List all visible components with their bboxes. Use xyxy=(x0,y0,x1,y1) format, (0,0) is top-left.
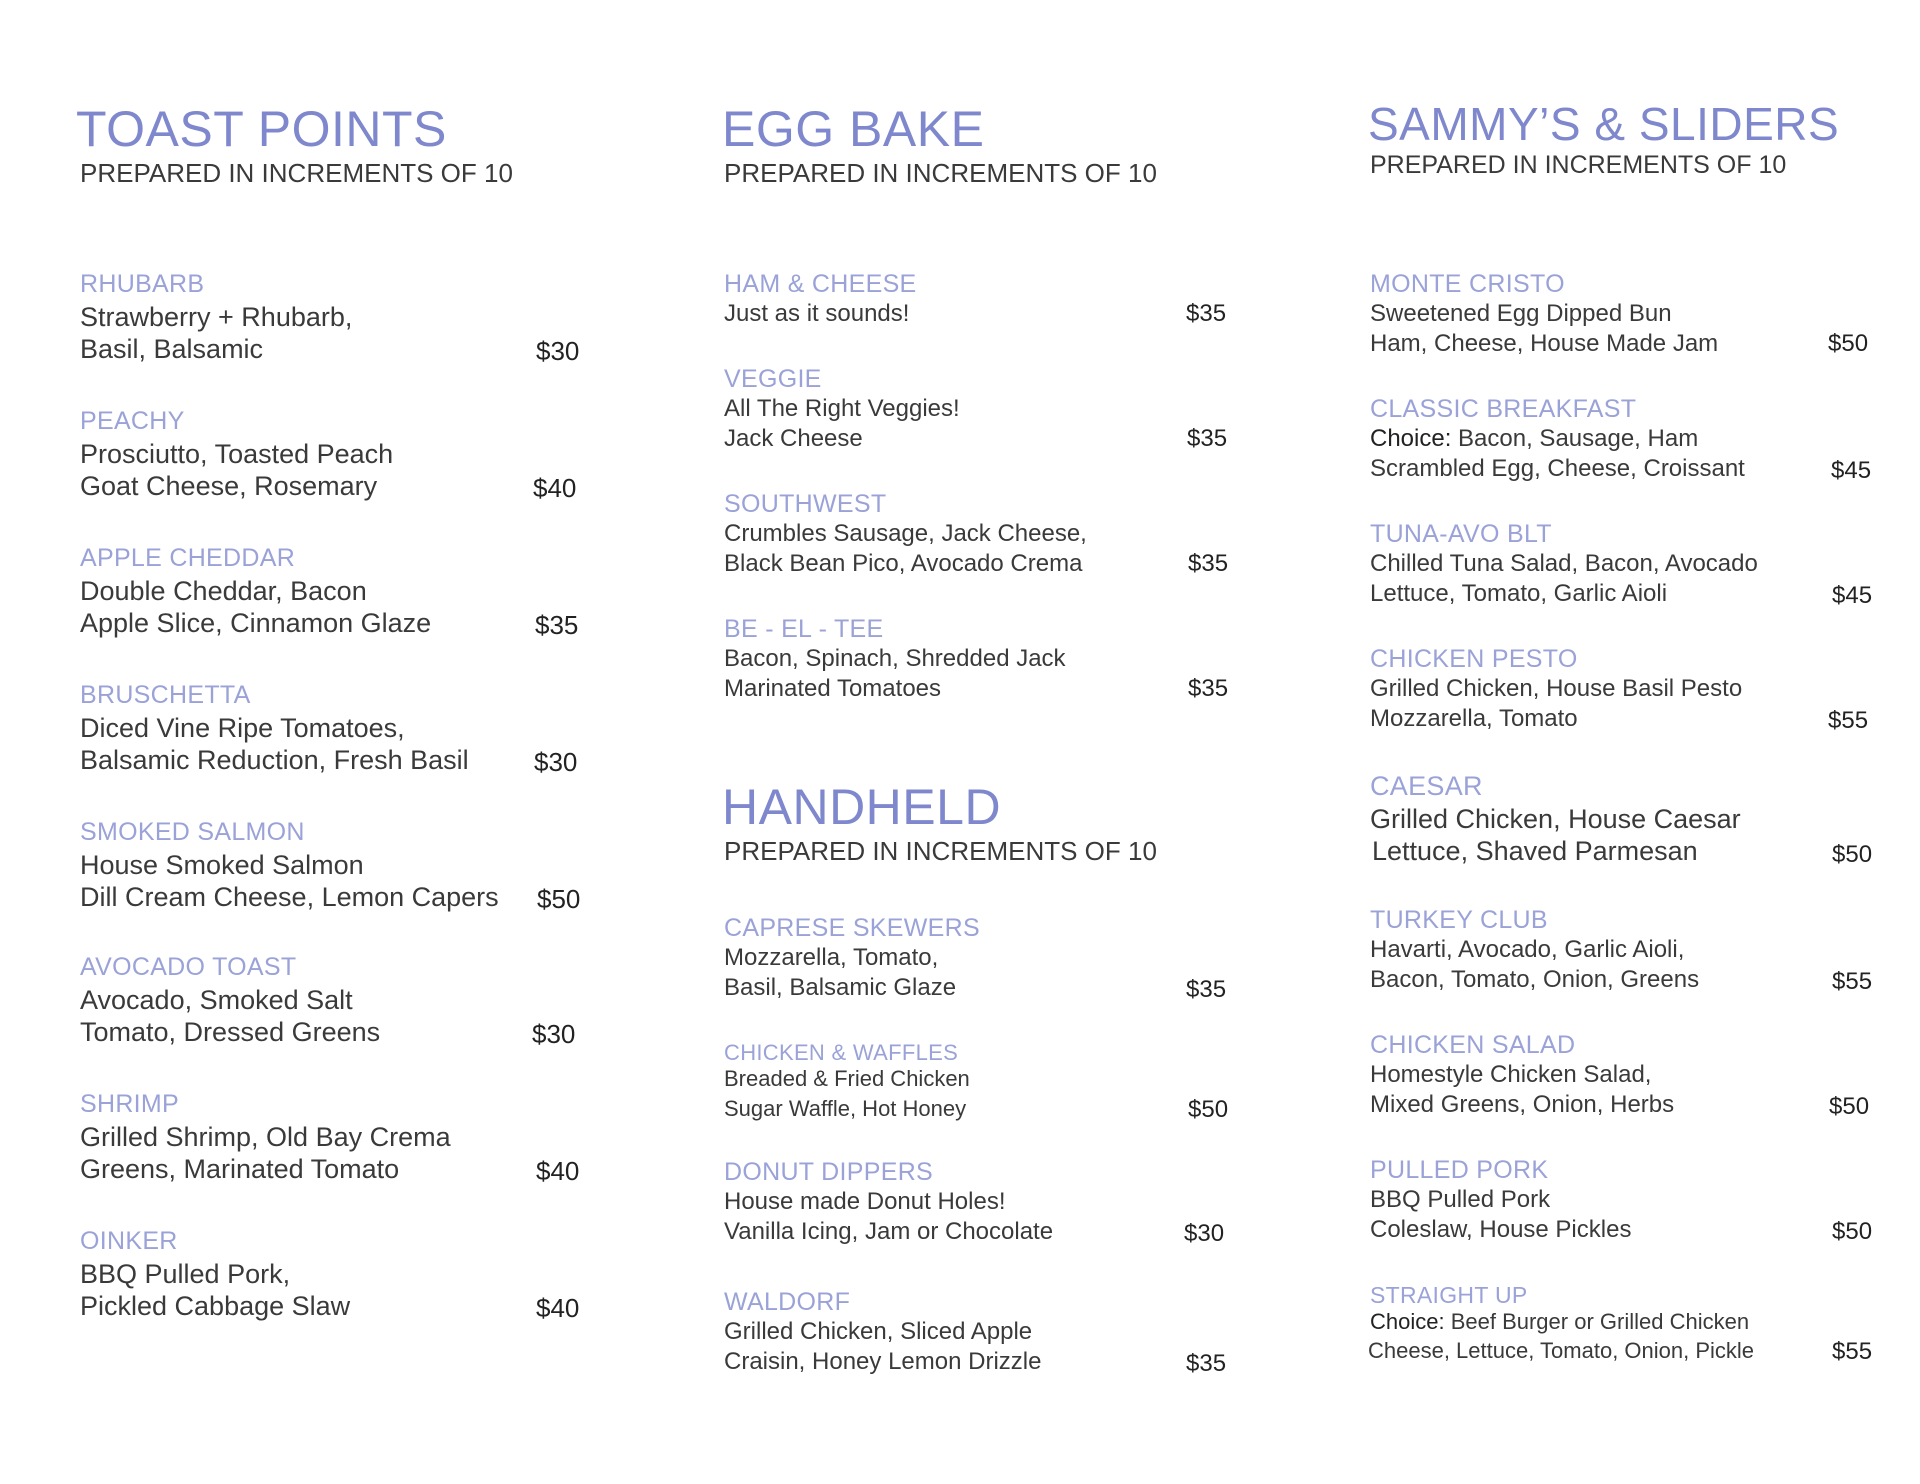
item-description-line1: Homestyle Chicken Salad, xyxy=(1370,1061,1652,1088)
choice-options: Bacon, Sausage, Ham xyxy=(1451,425,1699,452)
item-description-line2: Basil, Balsamic xyxy=(80,334,264,364)
item-description-line2: Greens, Marinated Tomato xyxy=(80,1154,400,1184)
item-description-line1: BBQ Pulled Pork, xyxy=(80,1259,291,1289)
section-subtitle: PREPARED IN INCREMENTS OF 10 xyxy=(1370,151,1787,179)
item-price: $55 xyxy=(1832,968,1873,995)
item-description-line2: Goat Cheese, Rosemary xyxy=(80,471,378,501)
item-name: DONUT DIPPERS xyxy=(724,1158,934,1186)
item-description-line2: Sugar Waffle, Hot Honey xyxy=(724,1096,967,1121)
section-subtitle: PREPARED IN INCREMENTS OF 10 xyxy=(80,158,513,188)
item-description-line2: Scrambled Egg, Cheese, Croissant xyxy=(1370,455,1745,482)
item-name: MONTE CRISTO xyxy=(1370,270,1565,298)
item-description-line1: Just as it sounds! xyxy=(724,300,910,327)
item-price: $30 xyxy=(1184,1220,1225,1247)
item-description-line2: Coleslaw, House Pickles xyxy=(1370,1216,1632,1243)
item-name: CLASSIC BREAKFAST xyxy=(1370,395,1637,423)
section-title: TOAST POINTS xyxy=(76,101,447,157)
item-price: $50 xyxy=(1832,1218,1873,1245)
item-description-line1: Prosciutto, Toasted Peach xyxy=(80,439,394,469)
item-description-line1: Mozzarella, Tomato, xyxy=(724,944,939,971)
section-title: EGG BAKE xyxy=(722,101,985,157)
section-subtitle: PREPARED IN INCREMENTS OF 10 xyxy=(724,158,1157,188)
item-name: WALDORF xyxy=(724,1288,851,1316)
item-description-line2: Balsamic Reduction, Fresh Basil xyxy=(80,745,469,775)
item-description-line1: Double Cheddar, Bacon xyxy=(80,576,367,606)
item-name: TURKEY CLUB xyxy=(1370,906,1548,934)
item-description-line2: Dill Cream Cheese, Lemon Capers xyxy=(80,882,499,912)
item-name: TUNA-AVO BLT xyxy=(1370,520,1552,548)
item-description-line2: Ham, Cheese, House Made Jam xyxy=(1370,330,1719,357)
item-price: $50 xyxy=(1188,1096,1229,1123)
item-description-line1: Diced Vine Ripe Tomatoes, xyxy=(80,713,405,743)
item-name: CAESAR xyxy=(1370,771,1483,801)
section-subtitle: PREPARED IN INCREMENTS OF 10 xyxy=(724,836,1157,866)
item-name: PEACHY xyxy=(80,407,185,435)
section-title: SAMMY’S & SLIDERS xyxy=(1368,98,1840,150)
item-description-line2: Jack Cheese xyxy=(724,425,863,452)
item-description-line2: Bacon, Tomato, Onion, Greens xyxy=(1370,966,1700,993)
item-name: BE - EL - TEE xyxy=(724,615,884,643)
choice-options: Beef Burger or Grilled Chicken xyxy=(1444,1309,1750,1334)
section-title: HANDHELD xyxy=(722,779,1002,835)
item-description-line1: Strawberry + Rhubarb, xyxy=(80,302,353,332)
item-price: $55 xyxy=(1832,1338,1873,1365)
item-price: $35 xyxy=(1187,425,1228,452)
item-name: APPLE CHEDDAR xyxy=(80,544,296,572)
item-description-line1 xyxy=(1370,427,1698,451)
item-name: CHICKEN & WAFFLES xyxy=(724,1040,959,1065)
item-name: OINKER xyxy=(80,1227,178,1255)
item-price: $40 xyxy=(533,473,577,503)
item-price: $35 xyxy=(1186,976,1227,1003)
item-description-line2: Basil, Balsamic Glaze xyxy=(724,974,957,1001)
item-price: $45 xyxy=(1832,582,1873,609)
item-description-line2: Lettuce, Shaved Parmesan xyxy=(1372,836,1698,866)
item-description-line1: Avocado, Smoked Salt xyxy=(80,985,353,1015)
item-description-line2: Tomato, Dressed Greens xyxy=(80,1017,381,1047)
item-name: SMOKED SALMON xyxy=(80,818,305,846)
item-price: $50 xyxy=(1829,1093,1870,1120)
item-name: VEGGIE xyxy=(724,365,822,393)
item-price: $40 xyxy=(536,1293,580,1323)
item-name: CHICKEN SALAD xyxy=(1370,1031,1576,1059)
item-description-line1: House made Donut Holes! xyxy=(724,1188,1006,1215)
item-price: $50 xyxy=(537,884,581,914)
item-description-line1 xyxy=(1370,1311,1749,1333)
item-name: SHRIMP xyxy=(80,1090,180,1118)
item-name: AVOCADO TOAST xyxy=(80,953,297,981)
item-description-line1: Crumbles Sausage, Jack Cheese, xyxy=(724,520,1087,547)
item-name: CAPRESE SKEWERS xyxy=(724,914,980,942)
item-description-line2: Mozzarella, Tomato xyxy=(1370,705,1578,732)
item-description-line2: Craisin, Honey Lemon Drizzle xyxy=(724,1348,1042,1375)
item-description-line1: Breaded & Fried Chicken xyxy=(724,1066,970,1091)
item-description-line2: Black Bean Pico, Avocado Crema xyxy=(724,550,1083,577)
item-name: PULLED PORK xyxy=(1370,1156,1549,1184)
item-description-line1: House Smoked Salmon xyxy=(80,850,364,880)
item-description-line1: All The Right Veggies! xyxy=(724,395,960,422)
item-description-line2: Cheese, Lettuce, Tomato, Onion, Pickle xyxy=(1368,1338,1755,1363)
choice-label: Choice: xyxy=(1370,425,1452,452)
item-price: $55 xyxy=(1828,707,1869,734)
item-name: BRUSCHETTA xyxy=(80,681,251,709)
item-description-line2: Marinated Tomatoes xyxy=(724,675,942,702)
item-name: SOUTHWEST xyxy=(724,490,887,518)
item-description-line2: Lettuce, Tomato, Garlic Aioli xyxy=(1370,580,1668,607)
item-description-line1: Grilled Chicken, House Caesar xyxy=(1370,804,1741,834)
item-description-line1: Grilled Shrimp, Old Bay Crema xyxy=(80,1122,451,1152)
item-price: $35 xyxy=(1188,675,1229,702)
item-description-line2: Apple Slice, Cinnamon Glaze xyxy=(80,608,432,638)
item-description-line1: Grilled Chicken, Sliced Apple xyxy=(724,1318,1033,1345)
item-description-line1: BBQ Pulled Pork xyxy=(1370,1186,1551,1213)
item-description-line2: Vanilla Icing, Jam or Chocolate xyxy=(724,1218,1054,1245)
item-price: $35 xyxy=(1188,550,1229,577)
item-price: $30 xyxy=(532,1019,576,1049)
item-description-line1: Havarti, Avocado, Garlic Aioli, xyxy=(1370,936,1685,963)
item-price: $35 xyxy=(1186,300,1227,327)
item-price: $50 xyxy=(1828,330,1869,357)
item-price: $40 xyxy=(536,1156,580,1186)
item-price: $45 xyxy=(1831,457,1872,484)
item-name: STRAIGHT UP xyxy=(1370,1282,1528,1308)
item-description-line1: Chilled Tuna Salad, Bacon, Avocado xyxy=(1370,550,1758,577)
item-name: RHUBARB xyxy=(80,270,205,298)
choice-label: Choice: xyxy=(1370,1309,1445,1334)
item-price: $50 xyxy=(1832,841,1873,868)
item-price: $30 xyxy=(534,747,578,777)
item-name: HAM & CHEESE xyxy=(724,270,917,298)
item-description-line1: Sweetened Egg Dipped Bun xyxy=(1370,300,1672,327)
item-description-line1: Grilled Chicken, House Basil Pesto xyxy=(1370,675,1743,702)
item-price: $35 xyxy=(1186,1350,1227,1377)
item-description-line1: Bacon, Spinach, Shredded Jack xyxy=(724,645,1066,672)
item-name: CHICKEN PESTO xyxy=(1370,645,1578,673)
item-price: $30 xyxy=(536,336,580,366)
item-price: $35 xyxy=(535,610,579,640)
item-description-line2: Pickled Cabbage Slaw xyxy=(80,1291,351,1321)
item-description-line2: Mixed Greens, Onion, Herbs xyxy=(1370,1091,1675,1118)
